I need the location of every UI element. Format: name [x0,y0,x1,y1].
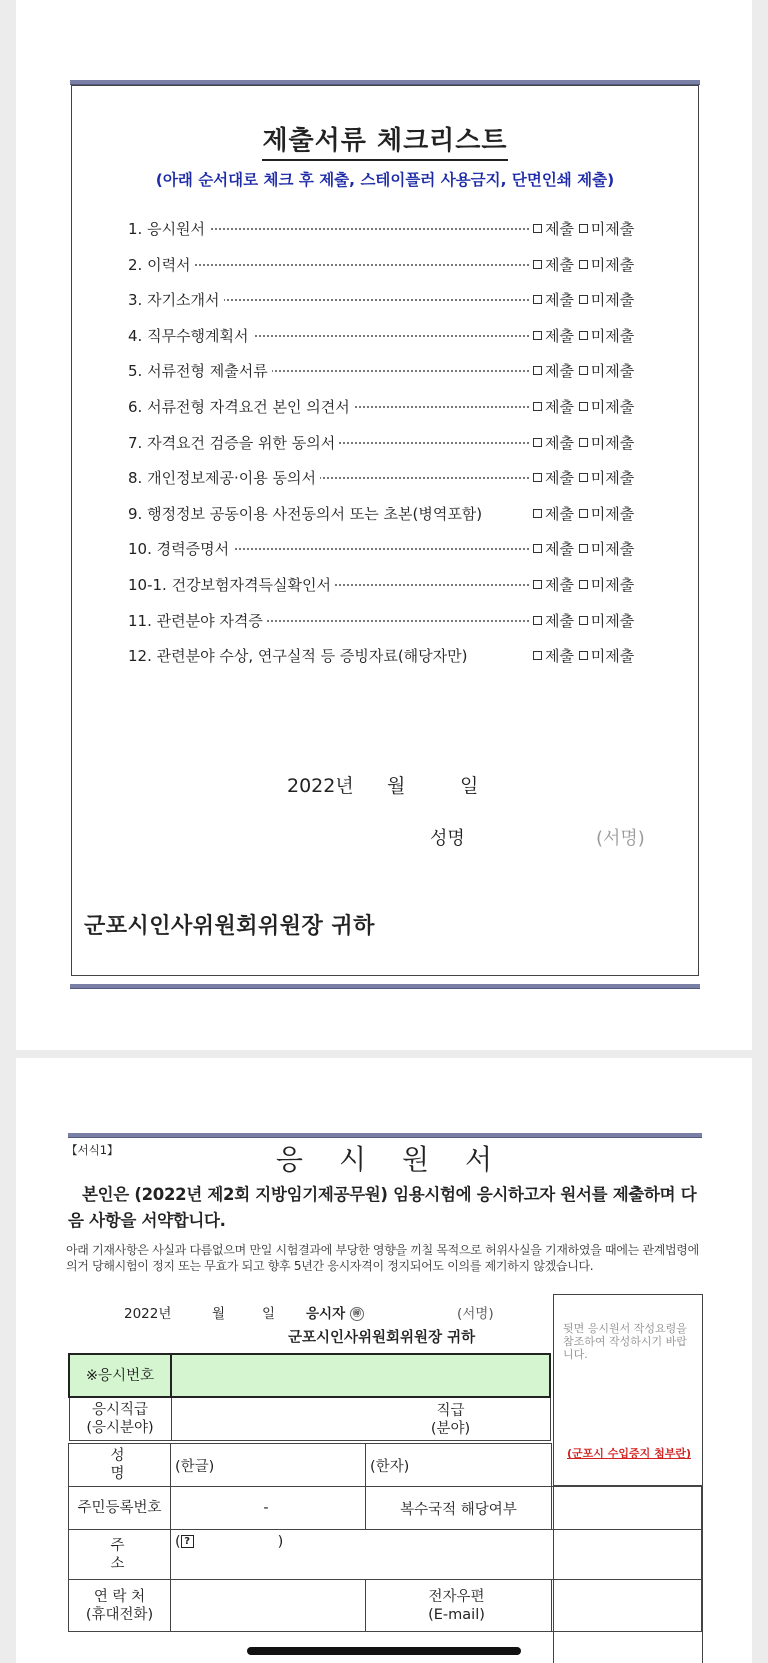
name-korean-field[interactable]: (한글) [171,1444,366,1487]
not-submit-label: 미제출 [590,398,635,416]
not-submit-label: 미제출 [590,433,635,452]
item-options [529,360,634,381]
not-submit-checkbox[interactable] [579,224,588,233]
pledge-text: 본인은 (2022년 제2회 지방임기제공무원) 임용시험에 응시하고자 원서를 제출하며 다음 사항을 서약합니다. [68,1185,697,1230]
not-submit-checkbox[interactable] [579,402,588,411]
item-label: 6. 서류전형 자격요건 본인 의견서 [128,396,354,417]
not-submit-label: 미제출 [590,611,635,630]
date-month: 월 [387,775,406,797]
submit-label: 제출 [545,255,574,274]
item-label: 11. 관련분야 자격증 [128,610,267,631]
list-item [72,497,700,527]
not-submit-label: 미제출 [590,576,635,594]
dual-nationality-label: 복수국적 해당여부 [366,1487,552,1530]
item-options [529,218,634,239]
submit-label: 제출 [545,647,574,666]
list-item [72,390,700,420]
submit-label: 제출 [545,326,574,345]
position-label: 응시직급 (응시분야) [69,1397,171,1440]
app-date-month: 월 [212,1306,226,1322]
rrn-label: 주민등록번호 [69,1487,171,1530]
submit-label: 제출 [545,504,574,523]
not-submit-checkbox[interactable] [579,651,588,660]
address-label: 주 소 [69,1530,171,1580]
submit-checkbox[interactable] [533,438,542,447]
submit-label: 제출 [545,469,574,488]
application-table-lower [68,1443,702,1632]
not-submit-checkbox[interactable] [579,260,588,269]
dual-nationality-field[interactable] [552,1487,702,1530]
item-options [529,645,634,666]
addressee: 군포시인사위원회위원장 귀하 [84,914,375,939]
submit-checkbox[interactable] [533,473,542,482]
submit-checkbox[interactable] [533,651,542,660]
submit-checkbox[interactable] [533,224,542,233]
item-label: 12. 관련분야 수상, 연구실적 등 증빙자료(해당자만) [128,645,471,666]
submit-checkbox[interactable] [533,295,542,304]
submit-checkbox[interactable] [533,366,542,375]
sign-label: 성명 [430,828,465,849]
seal-icon: ㊞ [350,1307,364,1321]
seal-label: (서명) [596,828,645,849]
table-row [69,1444,702,1487]
item-label: 10-1. 건강보험자격득실확인서 [128,574,335,595]
item-label: 7. 자격요건 검증을 위한 동의서 [128,432,339,453]
checklist-subtitle: (아래 순서대로 체크 후 제출, 스테이플러 사용금지, 단면인쇄 제출) [155,171,615,189]
app-addressee: 군포시인사위원회위원장 귀하 [288,1330,476,1346]
submit-label: 제출 [545,291,574,310]
date-year: 2022년 [287,775,354,797]
list-item [72,639,700,669]
blank-cell [552,1444,702,1487]
not-submit-checkbox[interactable] [579,295,588,304]
table-row [69,1487,702,1530]
item-options [529,467,634,488]
not-submit-label: 미제출 [590,291,635,310]
form-code: 【서식1】 [66,1143,119,1157]
not-submit-checkbox[interactable] [579,580,588,589]
list-item [72,568,700,598]
table-row [69,1580,702,1632]
item-label: 8. 개인정보제공·이용 동의서 [128,467,320,488]
not-submit-label: 미제출 [590,326,635,345]
submit-checkbox[interactable] [533,331,542,340]
not-submit-label: 미제출 [590,504,635,523]
submit-checkbox[interactable] [533,544,542,553]
application-table [68,1353,551,1441]
submit-checkbox[interactable] [533,580,542,589]
not-submit-checkbox[interactable] [579,438,588,447]
item-options [529,289,634,310]
item-label: 2. 이력서 [128,254,195,275]
item-options [529,396,634,417]
rrn-field[interactable]: - [171,1487,366,1530]
checklist-title: 제출서류 체크리스트 [72,120,698,157]
item-options [529,503,634,524]
item-label: 4. 직무수행계획서 [128,325,253,346]
table-row [69,1397,550,1440]
notice-text: 아래 기재사항은 사실과 다름없으며 만일 시험결과에 부당한 영향을 끼칠 목적으로 허위사실을 기재하였을 때에는 관계법령에 의거 당해시험이 정지 또는 무효가 되고 향후 5년간 응시자격이 정지되어도 이의를 제기하지 않겠습니다. [66,1243,699,1273]
submit-checkbox[interactable] [533,616,542,625]
not-submit-label: 미제출 [590,469,635,488]
submit-checkbox[interactable] [533,509,542,518]
side-note: 뒷면 응시원서 작성요령을 참조하여 작성하시기 바랍니다. [563,1322,687,1361]
item-label: 9. 행정정보 공동이용 사전동의서 또는 초본(병역포함) [128,503,486,524]
submit-checkbox[interactable] [533,402,542,411]
submit-label: 제출 [545,220,574,238]
not-submit-checkbox[interactable] [579,544,588,553]
bottom-rule [70,984,700,989]
stamp-label: (군포시 수입증지 첨부란) [567,1447,691,1460]
application-page [16,1058,752,1663]
item-label: 10. 경력증명서 [128,538,233,559]
item-label: 5. 서류전형 제출서류 [128,360,272,381]
list-item [72,461,700,491]
item-options [529,432,634,453]
list-item [72,283,700,313]
list-item [72,248,700,278]
not-submit-checkbox[interactable] [579,366,588,375]
contact-label: 연 락 처 (휴대전화) [69,1580,171,1632]
list-item [72,354,700,384]
email-field[interactable] [552,1580,702,1632]
item-label: 3. 자기소개서 [128,289,224,310]
position-field[interactable] [171,1397,550,1440]
list-item [72,319,700,349]
submit-checkbox[interactable] [533,260,542,269]
app-date-year: 2022년 [124,1306,172,1322]
home-indicator[interactable] [247,1647,521,1655]
applicant-label: 응시자 ㊞ [306,1302,364,1322]
checklist-box [71,85,699,976]
app-sign-label: (서명) [457,1306,494,1322]
list-item [72,426,700,456]
exam-number-field[interactable] [171,1354,550,1397]
not-submit-label: 미제출 [590,220,635,238]
list-item [72,212,700,242]
item-label: 1. 응시원서 [128,218,209,239]
item-options [529,610,634,631]
table-row [69,1354,550,1397]
submit-label: 제출 [545,398,574,416]
not-submit-checkbox[interactable] [579,331,588,340]
item-options [529,325,634,346]
not-submit-label: 미제출 [590,647,635,666]
not-submit-label: 미제출 [590,255,635,274]
not-submit-checkbox[interactable] [579,509,588,518]
exam-number-label: ※응시번호 [69,1354,171,1397]
list-item [72,604,700,634]
not-submit-label: 미제출 [590,540,635,559]
submit-label: 제출 [545,611,574,630]
address-field[interactable]: ( ? ) [171,1530,702,1580]
name-hanja-field[interactable]: (한자) [366,1444,552,1487]
list-item [72,532,700,562]
submit-label: 제출 [545,433,574,452]
app-date-day: 일 [262,1306,276,1322]
grade-label: 직급 (분야) [430,1403,471,1437]
item-options [529,538,634,559]
name-label: 성 명 [69,1444,171,1487]
not-submit-checkbox[interactable] [579,473,588,482]
form-title: 응시원서 [275,1143,529,1176]
not-submit-label: 미제출 [590,362,635,381]
item-options [529,254,634,275]
not-submit-checkbox[interactable] [579,616,588,625]
submit-label: 제출 [545,540,574,559]
checklist-page [16,0,752,1050]
submit-label: 제출 [545,362,574,381]
question-box-icon: ? [181,1535,194,1548]
date-day: 일 [460,775,479,797]
contact-field[interactable] [171,1580,366,1632]
item-options [529,574,634,595]
submit-label: 제출 [545,576,574,594]
email-label: 전자우편 (E-mail) [366,1580,552,1632]
table-row [69,1530,702,1580]
